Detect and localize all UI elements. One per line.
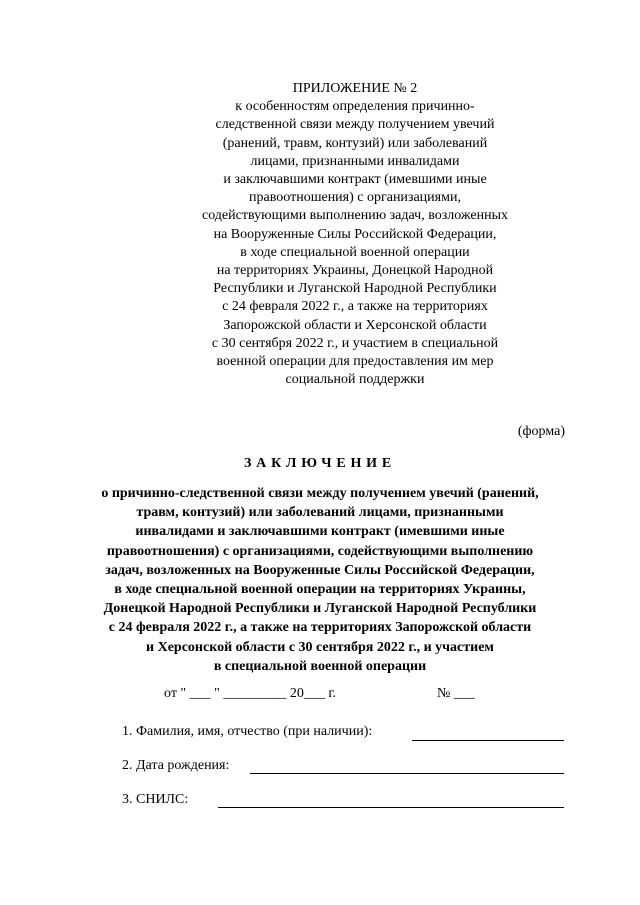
appendix-line: военной операции для предоставления им мер — [216, 354, 494, 370]
document-subject — [70, 484, 570, 676]
birth-date-label: 2. Дата рождения: — [122, 758, 230, 773]
appendix-line: содействующими выполнению задач, возложенных — [202, 208, 508, 224]
date-line: от " ___ " _________ 20___ г. — [164, 686, 337, 701]
form-label: (форма) — [517, 424, 565, 439]
appendix-line: Запорожской области и Херсонской области — [223, 317, 487, 333]
subject-line: задач, возложенных на Вооруженные Силы Российской Федерации, — [105, 562, 535, 578]
appendix-line: на территориях Украины, Донецкой Народной — [216, 263, 494, 279]
subject-line: Донецкой Народной Республики и Луганской Народной Республики — [103, 601, 537, 617]
number-line: № ___ — [437, 686, 475, 701]
subject-line: правоотношения) с организациями, содействующими выполнению — [106, 543, 534, 559]
appendix-line: Республики и Луганской Народной Республики — [213, 281, 497, 297]
appendix-line: в ходе специальной военной операции — [240, 244, 470, 260]
full-name-field[interactable] — [412, 740, 564, 741]
appendix-line: и заключавшими контракт (имевшими иные — [223, 172, 487, 188]
appendix-line: следственной связи между получением увечий — [215, 117, 495, 133]
subject-line: в ходе специальной военной операции на территориях Украины, — [114, 582, 526, 598]
appendix-line: лицами, признанными инвалидами — [250, 153, 460, 169]
subject-line: о причинно-следственной связи между получением увечий (ранений, — [101, 486, 539, 501]
subject-line: в специальной военной операции — [213, 658, 427, 674]
subject-line: и Херсонской области с 30 сентября 2022 г., и участием — [146, 639, 494, 655]
appendix-line: социальной поддержки — [285, 372, 425, 388]
snils-field[interactable] — [218, 807, 564, 808]
full-name-label: 1. Фамилия, имя, отчество (при наличии): — [122, 724, 373, 739]
appendix-line: на Вооруженные Силы Российской Федерации, — [213, 226, 497, 242]
appendix-line: правоотношения) с организациями, — [249, 190, 461, 206]
appendix-line: ПРИЛОЖЕНИЕ № 2 — [292, 81, 418, 96]
appendix-line: к особенностям определения причинно- — [235, 99, 475, 115]
document-title: ЗАКЛЮЧЕНИЕ — [243, 456, 397, 471]
appendix-line: с 24 февраля 2022 г., а также на территориях — [222, 299, 488, 315]
birth-date-field[interactable] — [250, 773, 564, 774]
appendix-line: с 30 сентября 2022 г., и участием в специальной — [211, 335, 499, 351]
snils-label: 3. СНИЛС: — [122, 792, 189, 807]
subject-line: инвалидами и заключавшими контракт (имевшими иные — [135, 524, 505, 540]
subject-line: с 24 февраля 2022 г., а также на территориях Запорожской области — [108, 620, 532, 636]
subject-line: травм, контузий) или заболеваний лицами, признанными — [136, 505, 504, 521]
appendix-line: (ранений, травм, контузий) или заболеваний — [222, 135, 488, 151]
appendix-header — [196, 80, 514, 389]
